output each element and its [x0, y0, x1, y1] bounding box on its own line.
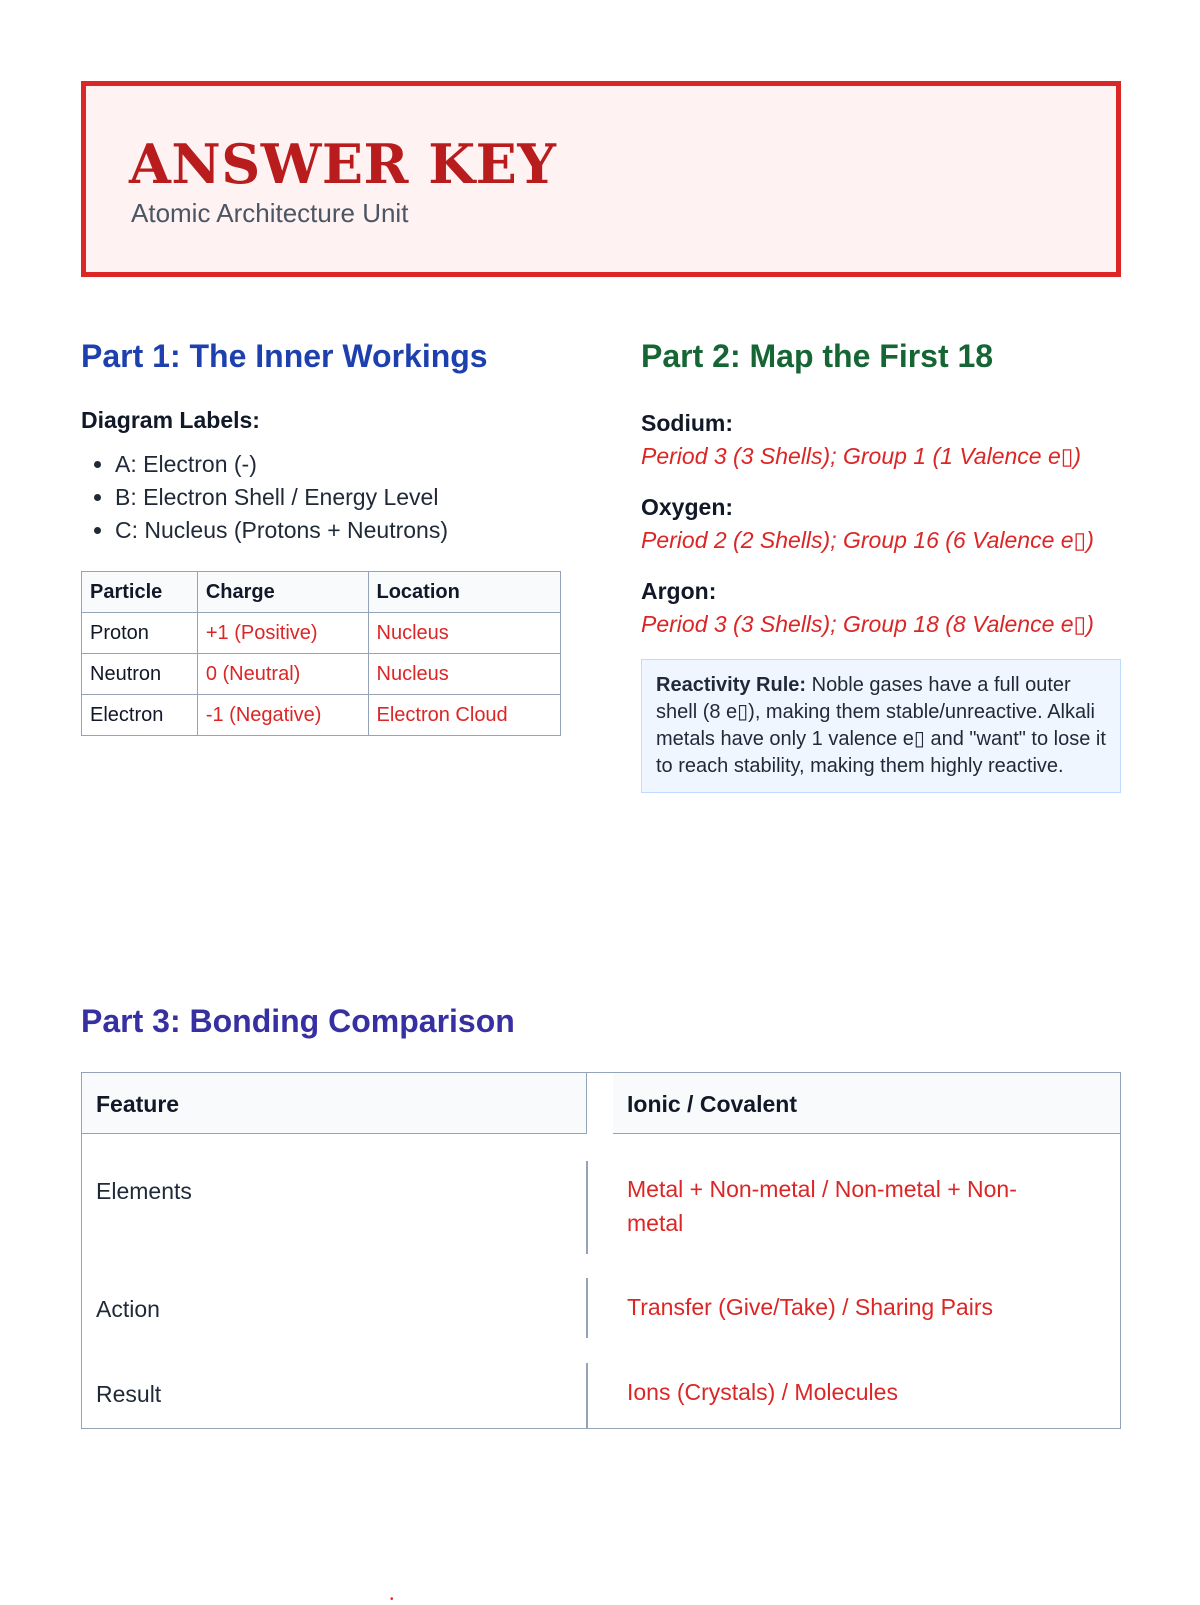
- column-header: Charge: [197, 572, 368, 613]
- answer-cell: Transfer (Give/Take) / Sharing Pairs: [627, 1294, 993, 1320]
- table-header-row: [82, 572, 561, 613]
- table-row: [82, 613, 561, 654]
- part1-section: [81, 335, 561, 736]
- particle-table: [81, 571, 561, 736]
- answer-cell: Electron Cloud: [368, 695, 561, 736]
- answer-cell: Nucleus: [368, 654, 561, 695]
- page-title: ANSWER KEY: [129, 132, 557, 196]
- column-header: Particle: [82, 572, 198, 613]
- list-item: • B: Electron Shell / Energy Level: [115, 481, 561, 514]
- feature-cell: Action: [96, 1296, 160, 1322]
- element-name: Sodium:: [641, 410, 733, 436]
- element-name: Oxygen:: [641, 494, 734, 520]
- rule-text: Noble gases have a full outer shell (8 e▯), making them stable/unreactive. Alkali metals have only 1 valence e▯ and "want" to lose it to reach stability, making them highly reactive.: [656, 674, 1106, 777]
- feature-cell: Result: [96, 1381, 162, 1407]
- table-row: [82, 654, 561, 695]
- part2-heading: Part 2: Map the First 18: [641, 338, 994, 374]
- feature-cell: Elements: [96, 1178, 192, 1204]
- answer-cell: Nucleus: [368, 613, 561, 654]
- list-item: • A: Electron (-): [115, 448, 561, 481]
- element-name: Argon:: [641, 578, 717, 604]
- table-cell: Electron: [82, 695, 198, 736]
- answer-cell: Ions (Crystals) / Molecules: [627, 1379, 898, 1405]
- diagram-labels-title: Diagram Labels:: [81, 407, 260, 433]
- diagram-labels-list: [81, 448, 561, 547]
- column-header-feature: Feature: [82, 1073, 587, 1134]
- column-header: Location: [368, 572, 561, 613]
- footer-mark: •: [390, 1594, 394, 1605]
- answer-cell: +1 (Positive): [197, 613, 368, 654]
- rule-label: Reactivity Rule:: [656, 674, 807, 696]
- bonding-table: [81, 1072, 1121, 1429]
- table-row: [82, 695, 561, 736]
- part1-heading: Part 1: The Inner Workings: [81, 338, 488, 374]
- part2-section: [641, 335, 1121, 793]
- column-divider: [586, 1363, 588, 1429]
- table-cell: Neutron: [82, 654, 198, 695]
- column-header-ionic-covalent: Ionic / Covalent: [613, 1073, 1120, 1134]
- answer-key-banner: [81, 81, 1121, 277]
- column-divider: [586, 1161, 588, 1254]
- element-answer: Period 3 (3 Shells); Group 1 (1 Valence e▯): [641, 443, 1082, 469]
- element-answers: [641, 407, 1121, 641]
- page-subtitle: Atomic Architecture Unit: [131, 198, 409, 228]
- answer-cell: -1 (Negative): [197, 695, 368, 736]
- table-cell: Proton: [82, 613, 198, 654]
- column-divider: [586, 1278, 588, 1338]
- reactivity-rule-box: [641, 659, 1121, 793]
- element-answer: Period 2 (2 Shells); Group 16 (6 Valence e▯): [641, 527, 1094, 553]
- list-item: • C: Nucleus (Protons + Neutrons): [115, 514, 561, 547]
- part3-section: [81, 1000, 1121, 1429]
- answer-cell: Metal + Non-metal / Non-metal + Non-metal: [627, 1176, 1017, 1236]
- element-answer: Period 3 (3 Shells); Group 18 (8 Valence e▯): [641, 611, 1094, 637]
- answer-cell: 0 (Neutral): [197, 654, 368, 695]
- part3-heading: Part 3: Bonding Comparison: [81, 1003, 515, 1039]
